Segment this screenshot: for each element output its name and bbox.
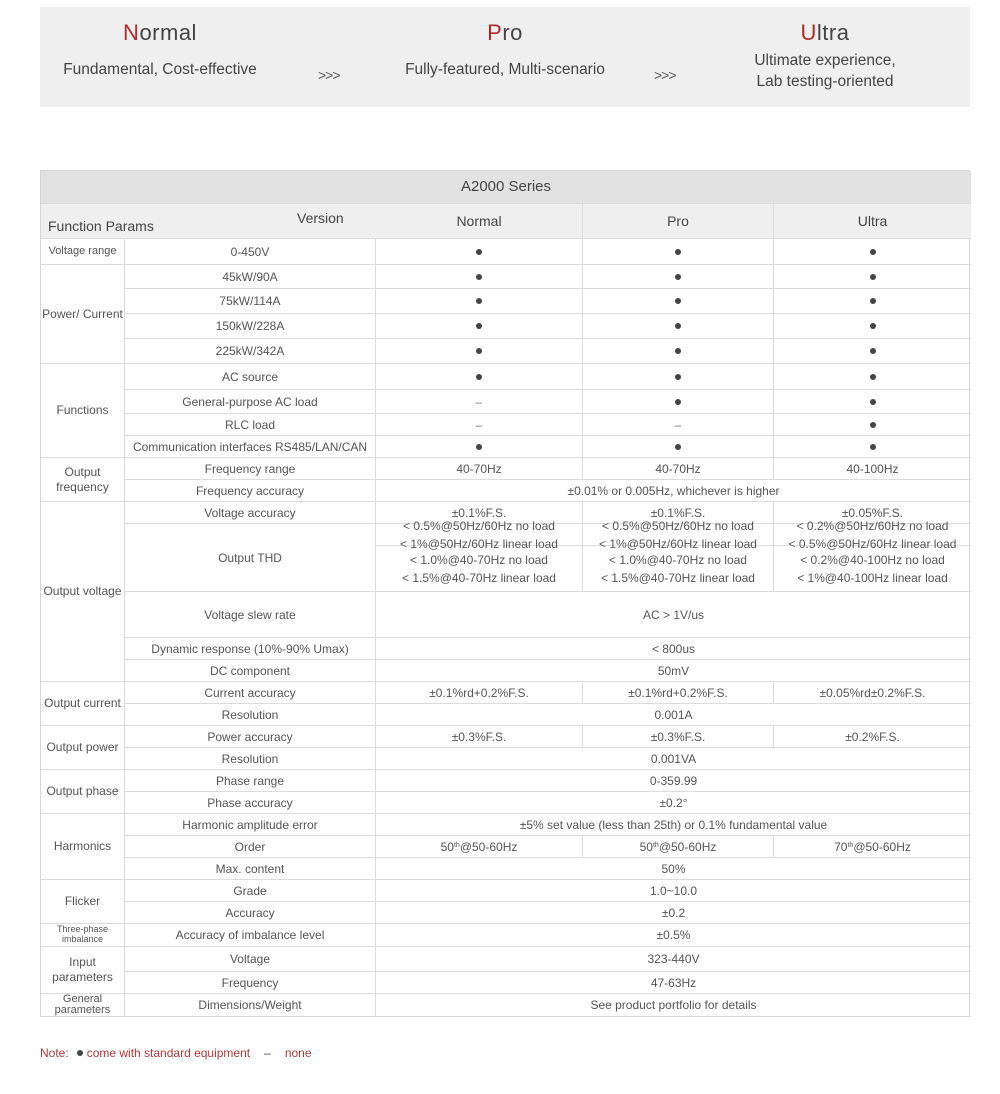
tier-description: Fully-featured, Multi-scenario [405,61,605,78]
bullet-icon [675,374,681,380]
param-label: 225kW/342A [125,339,376,364]
value-cell [774,390,971,414]
tier-pro [380,7,630,107]
bullet-icon [675,444,681,450]
group-label: Output frequency [41,458,125,502]
value-cell: ±0.05%F.S. [774,502,971,524]
bullet-icon [675,323,681,329]
function-params-label: Function Params [48,218,154,234]
param-label: Voltage accuracy [125,502,376,524]
group-label: Output phase [41,770,125,814]
value-cell [583,364,774,390]
version-label: Version [297,210,344,226]
tier-description: Fundamental, Cost-effective [63,61,257,78]
bullet-icon [870,374,876,380]
param-label: Accuracy of imbalance level [125,924,376,947]
param-label: Resolution [125,748,376,770]
value-cell [774,436,971,458]
value-cell: – [583,414,774,436]
param-label: Frequency [125,972,376,994]
value-cell-span: 50% [376,858,971,880]
param-label: Phase accuracy [125,792,376,814]
param-label: Grade [125,880,376,902]
bullet-icon [675,298,681,304]
value-cell [376,436,583,458]
value-cell: ±0.3%F.S. [376,726,583,748]
value-cell [583,239,774,265]
value-cell: ±0.2%F.S. [774,726,971,748]
value-cell: ±0.3%F.S. [583,726,774,748]
value-cell [376,339,583,364]
chevrons-right-icon: >>> [318,67,340,83]
value-cell [774,289,971,314]
bullet-icon [675,249,681,255]
param-label: Order [125,836,376,858]
value-cell-span: 0-359.99 [376,770,971,792]
value-cell [774,239,971,265]
tier-banner [40,7,970,107]
group-label: General parameters [41,994,125,1017]
param-label: Dynamic response (10%-90% Umax) [125,638,376,660]
value-cell [376,289,583,314]
column-header-ultra: Ultra [774,204,971,239]
value-cell [376,364,583,390]
param-label: DC component [125,660,376,682]
value-cell [583,390,774,414]
bullet-icon [476,249,482,255]
value-cell-span: ±0.5% [376,924,971,947]
chevrons-right-icon: >>> [654,67,676,83]
bullet-icon [870,422,876,428]
param-label: Dimensions/Weight [125,994,376,1017]
bullet-icon [77,1050,83,1056]
value-cell: < 0.5%@50Hz/60Hz no load < 1%@50Hz/60Hz linear load [583,524,774,546]
param-label: Voltage [125,947,376,972]
value-cell [376,239,583,265]
group-label: Flicker [41,880,125,924]
value-cell: 50 th @50-60Hz [583,836,774,858]
param-label: 45kW/90A [125,265,376,289]
value-cell-span: AC > 1V/us [376,592,971,638]
bullet-icon [476,444,482,450]
bullet-icon [870,399,876,405]
value-cell: 70 th @50-60Hz [774,836,971,858]
value-cell: < 0.2%@40-100Hz no load < 1%@40-100Hz linear load [774,546,971,592]
group-label: Power/ Current [41,265,125,364]
param-label: Output THD [125,524,376,592]
value-cell [376,314,583,339]
param-label: 75kW/114A [125,289,376,314]
bullet-icon [675,399,681,405]
param-label: Resolution [125,704,376,726]
value-cell-span: 0.001A [376,704,971,726]
value-cell: ±0.1%rd+0.2%F.S. [376,682,583,704]
group-label: Input parameters [41,947,125,994]
value-cell: 40-70Hz [583,458,774,480]
bullet-icon [870,274,876,280]
group-label: Output current [41,682,125,726]
group-label: Three-phase imbalance [41,924,125,947]
group-label: Harmonics [41,814,125,880]
param-label: Max. content [125,858,376,880]
bullet-icon [870,348,876,354]
param-label: Voltage slew rate [125,592,376,638]
value-cell [774,339,971,364]
tier-name: Normal [123,20,197,45]
bullet-icon [675,274,681,280]
value-cell-span: ±0.2° [376,792,971,814]
tier-description: Ultimate experience, Lab testing-oriented [754,52,896,90]
bullet-icon [476,374,482,380]
tier-ultra [720,7,930,107]
bullet-icon [870,249,876,255]
bullet-icon [675,348,681,354]
value-cell-span: ±0.01% or 0.005Hz, whichever is higher [376,480,971,502]
param-label: Frequency range [125,458,376,480]
param-label: 0-450V [125,239,376,265]
value-cell: – [376,414,583,436]
value-cell: – [376,390,583,414]
bullet-icon [476,274,482,280]
value-cell: < 0.5%@50Hz/60Hz no load < 1%@50Hz/60Hz linear load [376,524,583,546]
value-cell-span: 323-440V [376,947,971,972]
value-cell: < 1.0%@40-70Hz no load < 1.5%@40-70Hz linear load [583,546,774,592]
table-title: A2000 Series [41,171,971,204]
tier-name: Pro [487,20,523,45]
value-cell: ±0.1%F.S. [583,502,774,524]
value-cell [583,314,774,339]
param-label: Harmonic amplitude error [125,814,376,836]
param-label: 150kW/228A [125,314,376,339]
param-label: Frequency accuracy [125,480,376,502]
bullet-icon [870,444,876,450]
bullet-icon [870,298,876,304]
value-cell [583,436,774,458]
bullet-icon [476,348,482,354]
value-cell-span: 1.0~10.0 [376,880,971,902]
value-cell-span: < 800us [376,638,971,660]
tier-name: Ultra [800,20,850,45]
value-cell-span: ±0.2 [376,902,971,924]
param-label: RLC load [125,414,376,436]
bullet-icon [870,323,876,329]
value-cell: ±0.1%rd+0.2%F.S. [583,682,774,704]
param-label: AC source [125,364,376,390]
value-cell-span: ±5% set value (less than 25th) or 0.1% fundamental value [376,814,971,836]
bullet-icon [476,323,482,329]
param-label: General-purpose AC load [125,390,376,414]
value-cell: 40-70Hz [376,458,583,480]
param-label: Power accuracy [125,726,376,748]
value-cell: 50 th @50-60Hz [376,836,583,858]
param-label: Communication interfaces RS485/LAN/CAN [125,436,376,458]
value-cell: ±0.05%rd±0.2%F.S. [774,682,971,704]
spec-table [40,170,970,1017]
value-cell: < 0.2%@50Hz/60Hz no load < 0.5%@50Hz/60Hz linear load [774,524,971,546]
value-cell [376,265,583,289]
column-header-pro: Pro [583,204,774,239]
value-cell-span: 0.001VA [376,748,971,770]
value-cell [774,414,971,436]
value-cell-span: 50mV [376,660,971,682]
column-header-normal: Normal [376,204,583,239]
value-cell [583,265,774,289]
value-cell-span: 47-63Hz [376,972,971,994]
group-label: Functions [41,364,125,458]
value-cell [774,265,971,289]
legend-note: Note: come with standard equipment – none [40,1046,312,1060]
param-label: Accuracy [125,902,376,924]
value-cell [583,289,774,314]
value-cell: 40-100Hz [774,458,971,480]
value-cell: < 1.0%@40-70Hz no load < 1.5%@40-70Hz linear load [376,546,583,592]
param-label: Phase range [125,770,376,792]
param-label: Current accuracy [125,682,376,704]
tier-normal [40,7,280,107]
value-cell [774,314,971,339]
bullet-icon [476,298,482,304]
group-label: Output power [41,726,125,770]
value-cell [583,339,774,364]
group-label: Voltage range [41,239,125,265]
value-cell [774,364,971,390]
group-label: Output voltage [41,502,125,682]
value-cell-span: See product portfolio for details [376,994,971,1017]
value-cell: ±0.1%F.S. [376,502,583,524]
